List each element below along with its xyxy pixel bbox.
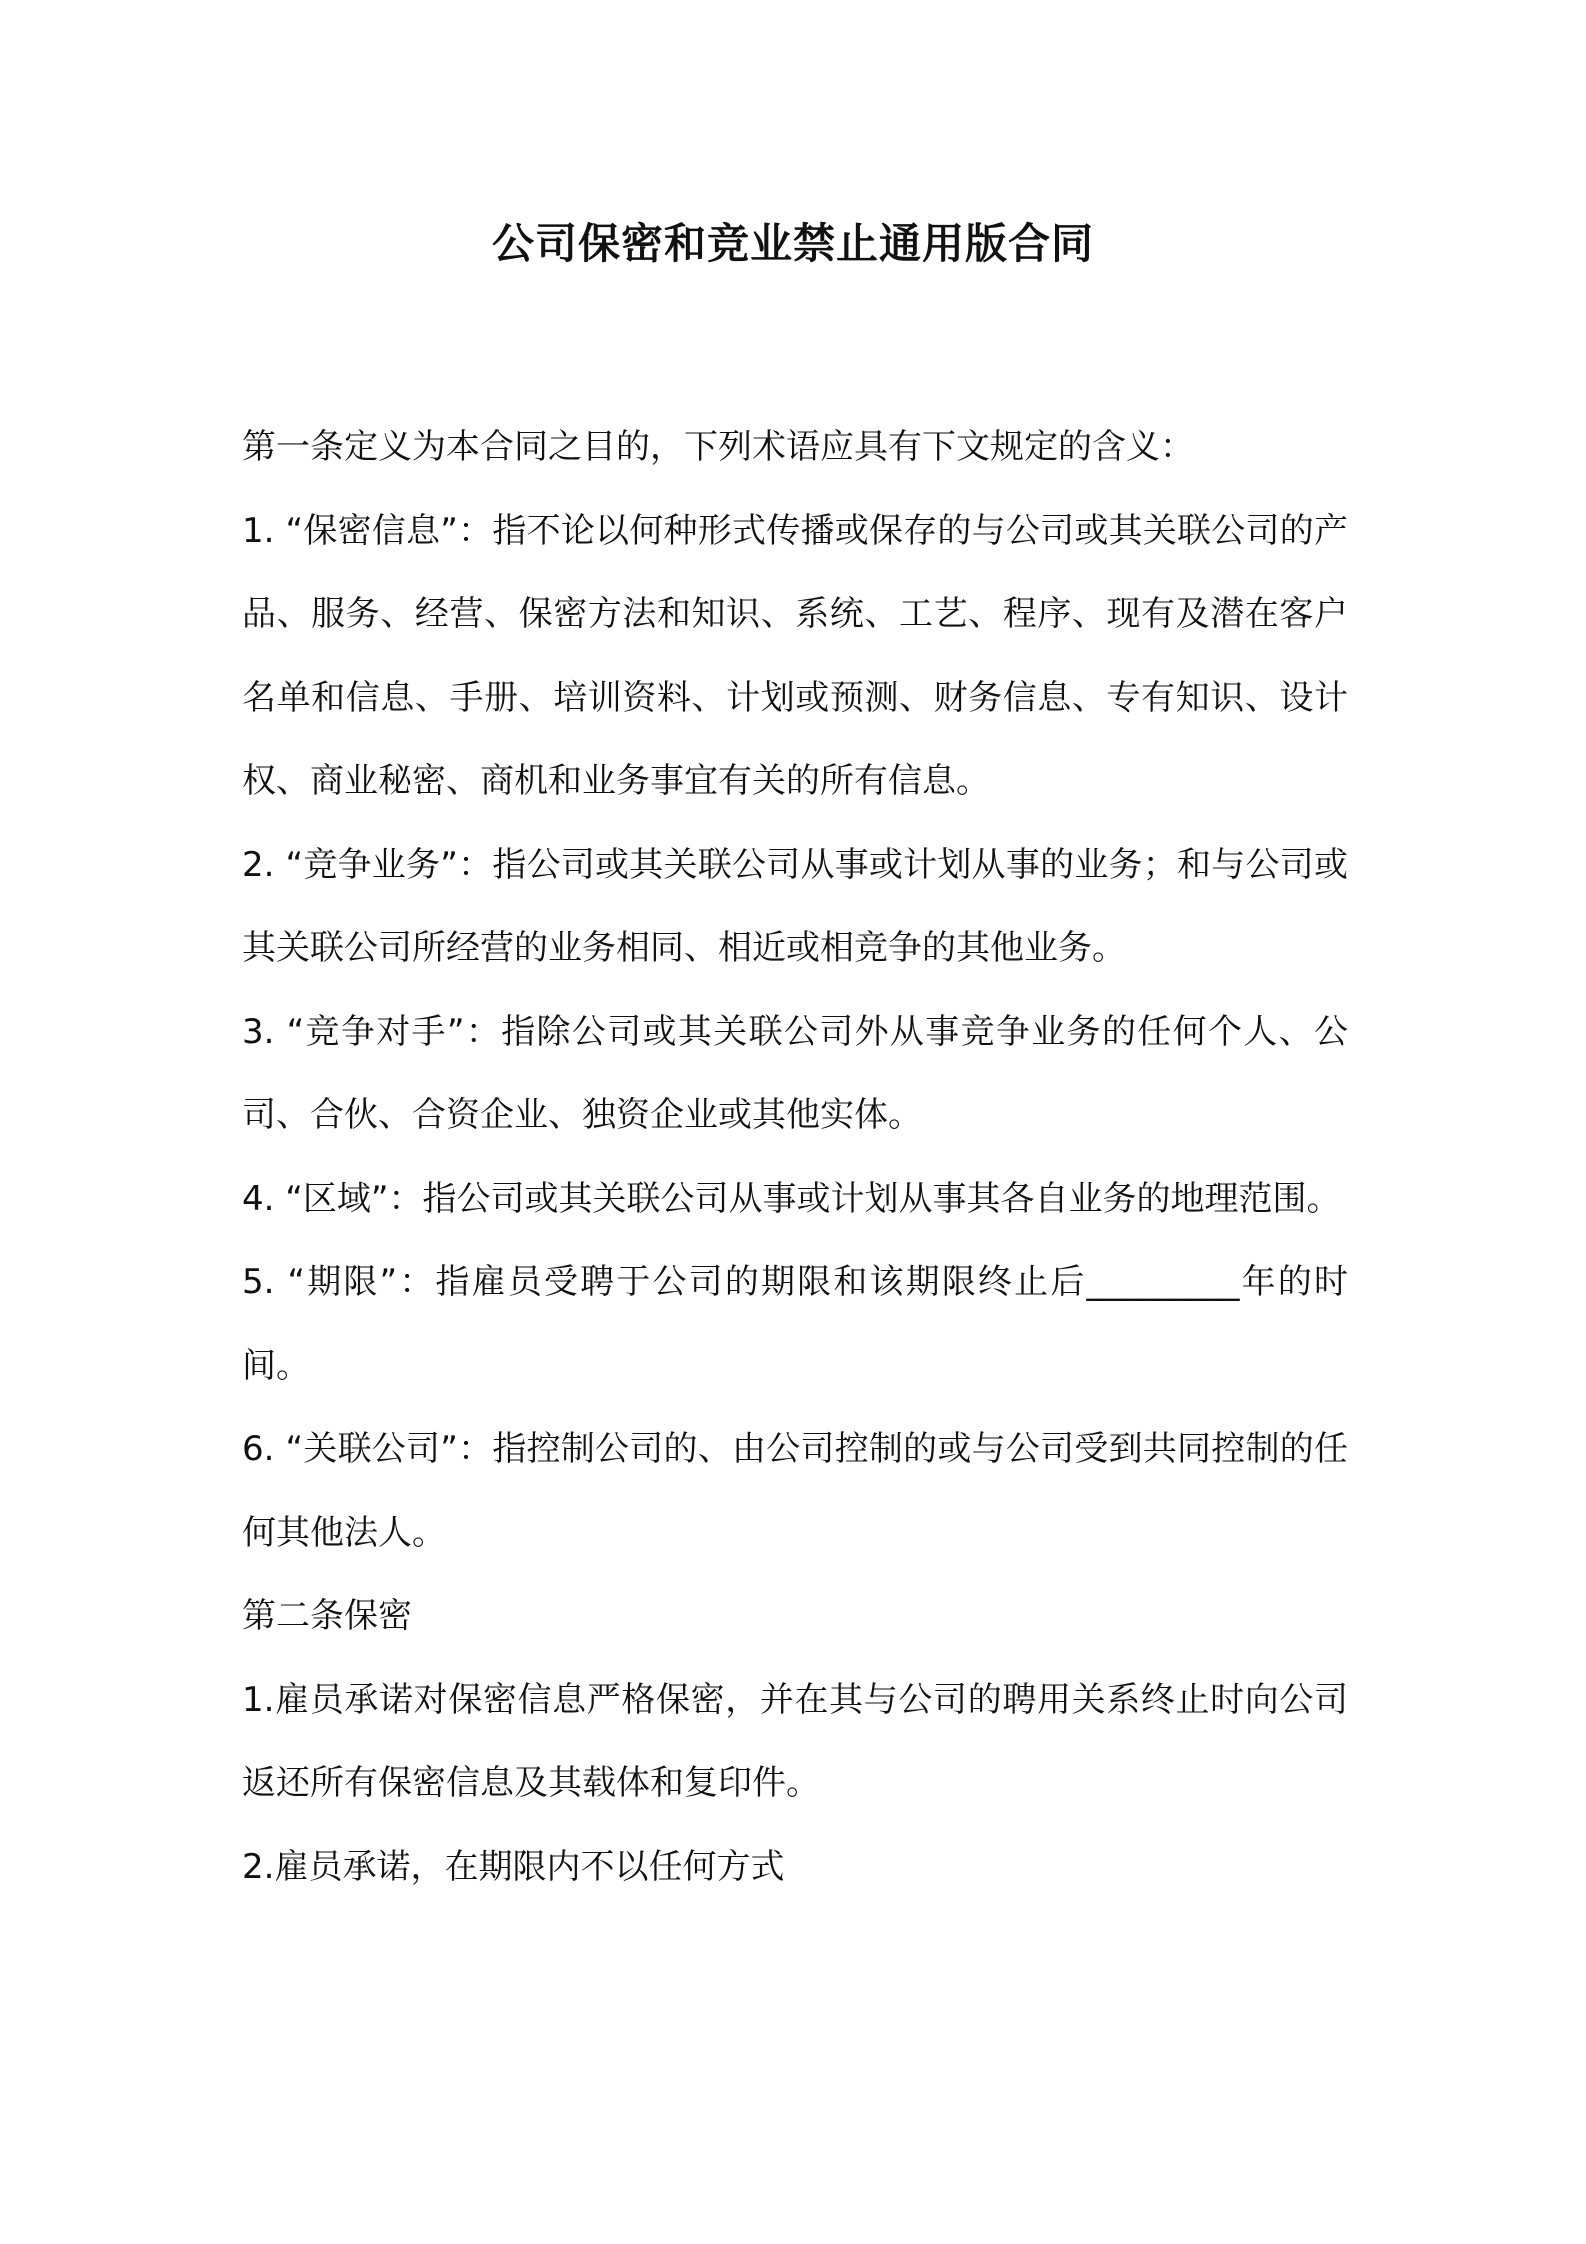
article-2-heading: 第二条保密 [242, 1596, 412, 1636]
definition-competing-business: 2. “竞争业务”：指公司或其关联公司从事或计划从事的业务；和与公司或其关联公司所经营的业务相同、相近或相竞争的其他业务。 [242, 844, 1348, 968]
definition-region: 4. “区域”：指公司或其关联公司从事或计划从事其各自业务的地理范围。 [242, 1178, 1341, 1219]
document-body [242, 406, 1348, 1909]
definition-term: 5. “期限”：指雇员受聘于公司的期限和该期限终止后_________年的时间。 [242, 1262, 1348, 1386]
definition-affiliate: 6. “关联公司”：指控制公司的、由公司控制的或与公司受到共同控制的任何其他法人。 [242, 1429, 1348, 1553]
confidentiality-clause-1: 1.雇员承诺对保密信息严格保密，并在其与公司的聘用关系终止时向公司返还所有保密信息及其载体和复印件。 [242, 1679, 1348, 1803]
definition-confidential-information: 1. “保密信息”：指不论以何种形式传播或保存的与公司或其关联公司的产品、服务、经营、保密方法和知识、系统、工艺、程序、现有及潜在客户名单和信息、手册、培训资料、计划或预测、财务信息、专有知识、设计权、商业秘密、商机和业务事宜有关的所有信息。 [242, 510, 1348, 801]
definition-competitor: 3. “竞争对手”：指除公司或其关联公司外从事竞争业务的任何个人、公司、合伙、合资企业、独资企业或其他实体。 [242, 1011, 1348, 1135]
document-title: 公司保密和竞业禁止通用版合同 [491, 219, 1094, 268]
confidentiality-clause-2: 2.雇员承诺，在期限内不以任何方式 [242, 1846, 785, 1887]
article-1-heading: 第一条定义为本合同之目的，下列术语应具有下文规定的含义： [242, 427, 1194, 467]
